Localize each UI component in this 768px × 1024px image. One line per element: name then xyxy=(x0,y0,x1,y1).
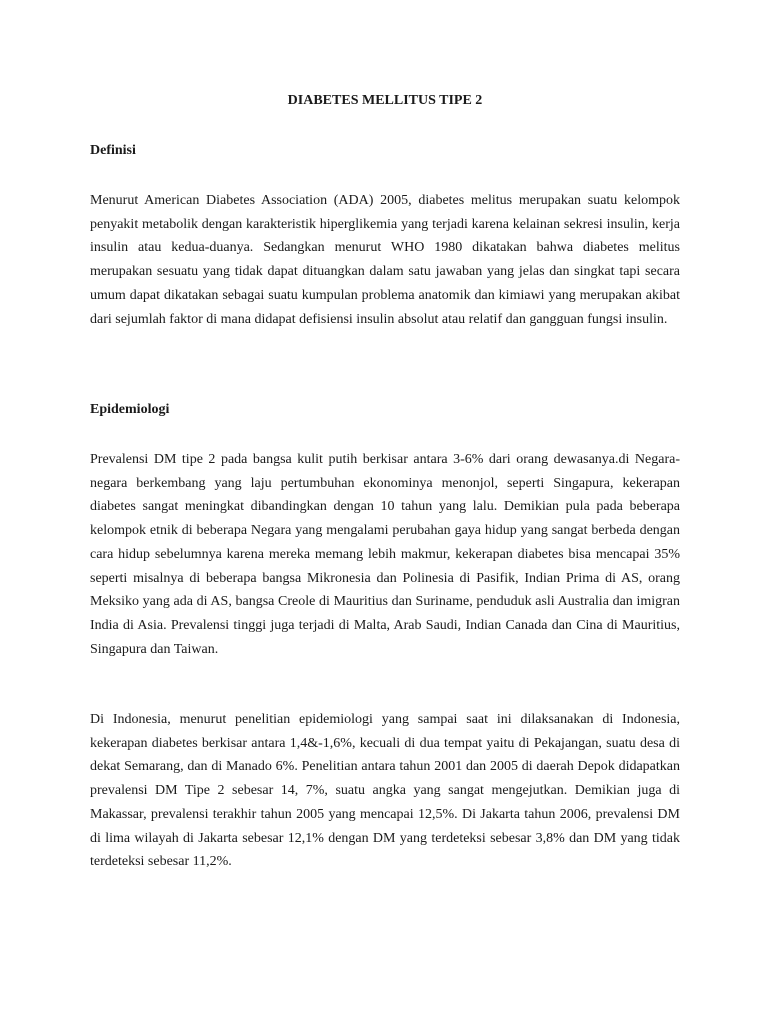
document-title: DIABETES MELLITUS TIPE 2 xyxy=(287,93,483,108)
paragraph-definisi: Menurut American Diabetes Association (ADA) 2005, diabetes melitus merupakan suatu kelompok penyakit metabolik dengan karakteristik hiperglikemia yang terjadi karena kelainan sekresi insulin, kerja insulin atau kedua-duanya. Sedangkan menurut WHO 1980 dikatakan bahwa diabetes melitus merupakan sesuatu yang tidak dapat dituangkan dalam satu jawaban yang jelas dan singkat tapi secara umum dapat dikatakan sebagai suatu kumpulan problema anatomik dan kimiawi yang merupakan akibat dari sejumlah faktor di mana didapat defisiensi insulin absolut atau relatif dan gangguan fungsi insulin. xyxy=(90,193,680,327)
paragraph-epidemiologi-1: Prevalensi DM tipe 2 pada bangsa kulit putih berkisar antara 3-6% dari orang dewasanya.di Negara-negara berkembang yang laju pertumbuhan ekonominya menonjol, seperti Singapura, kekerapan diabetes sangat meningkat dibandingkan dengan 10 tahun yang lalu. Demikian pula pada beberapa kelompok etnik di beberapa Negara yang mengalami perubahan gaya hidup yang sangat berbeda dengan cara hidup sebelumnya karena mereka memang lebih makmur, kekerapan diabetes bisa mencapai 35% seperti misalnya di beberapa bangsa Mikronesia dan Polinesia di Pasifik, Indian Prima di AS, orang Meksiko yang ada di AS, bangsa Creole di Mauritius dan Suriname, penduduk asli Australia dan imigran India di Asia. Prevalensi tinggi juga terjadi di Malta, Arab Saudi, Indian Canada dan Cina di Mauritius, Singapura dan Taiwan. xyxy=(90,452,680,657)
document-page xyxy=(90,0,680,1024)
section-heading-definisi: Definisi xyxy=(90,143,136,158)
paragraph-epidemiologi-2: Di Indonesia, menurut penelitian epidemiologi yang sampai saat ini dilaksanakan di Indonesia, kekerapan diabetes berkisar antara 1,4&-1,6%, kecuali di dua tempat yaitu di Pekajangan, suatu desa di dekat Semarang, dan di Manado 6%. Penelitian antara tahun 2001 dan 2005 di daerah Depok didapatkan prevalensi DM Tipe 2 sebesar 14, 7%, suatu angka yang sangat mengejutkan. Demikian juga di Makassar, prevalensi terakhir tahun 2005 yang mencapai 12,5%. Di Jakarta tahun 2006, prevalensi DM di lima wilayah di Jakarta sebesar 12,1% dengan DM yang terdeteksi sebesar 3,8% dan DM yang tidak terdeteksi sebesar 11,2%. xyxy=(90,712,680,870)
section-heading-epidemiologi: Epidemiologi xyxy=(90,402,170,417)
